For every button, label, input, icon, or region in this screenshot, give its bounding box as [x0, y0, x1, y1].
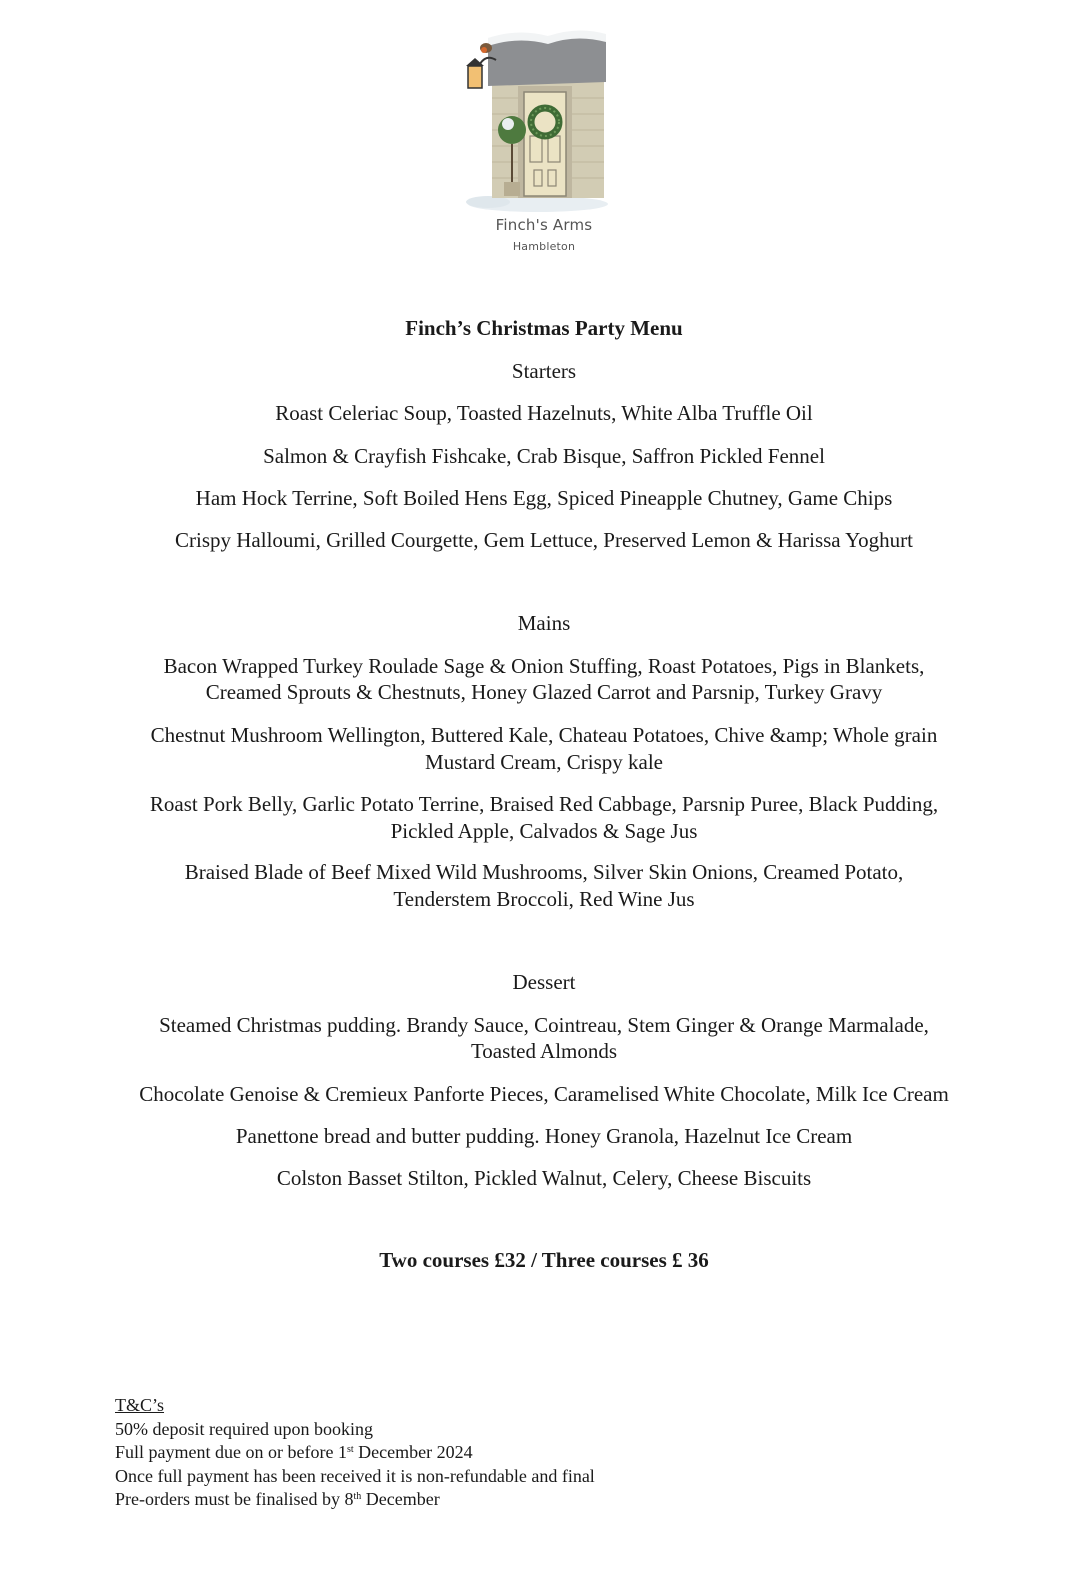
terms-line: 50% deposit required upon booking — [115, 1418, 373, 1439]
menu-item-line: Roast Celeriac Soup, Toasted Hazelnuts, White Alba Truffle Oil — [275, 401, 813, 425]
menu-item-line: Crispy Halloumi, Grilled Courgette, Gem Lettuce, Preserved Lemon & Harissa Yoghurt — [175, 528, 913, 552]
menu-item-line: Tenderstem Broccoli, Red Wine Jus — [393, 887, 695, 911]
menu-item-line: Braised Blade of Beef Mixed Wild Mushrooms, Silver Skin Onions, Creamed Potato, — [184, 860, 904, 884]
terms-text: December 2024 — [353, 1442, 473, 1462]
logo-name: Finch's Arms — [495, 216, 593, 234]
menu-item-line: Toasted Almonds — [470, 1039, 618, 1063]
terms-superscript: st — [346, 1444, 354, 1455]
terms-block — [115, 1394, 595, 1512]
menu-item-line: Steamed Christmas pudding. Brandy Sauce, Cointreau, Stem Ginger & Orange Marmalade, — [159, 1013, 929, 1037]
section-heading-dessert: Dessert — [512, 970, 576, 994]
section-heading-mains: Mains — [517, 611, 571, 635]
menu-item-line: Ham Hock Terrine, Soft Boiled Hens Egg, Spiced Pineapple Chutney, Game Chips — [195, 486, 893, 510]
terms-superscript: th — [353, 1491, 362, 1502]
section-heading-starters: Starters — [511, 359, 577, 383]
menu-item-line: Bacon Wrapped Turkey Roulade Sage & Onion Stuffing, Roast Potatoes, Pigs in Blankets, — [163, 654, 925, 678]
terms-text: December — [361, 1489, 440, 1509]
terms-line — [115, 1441, 595, 1465]
terms-heading: T&C’s — [115, 1395, 165, 1415]
menu-title: Finch’s Christmas Party Menu — [405, 316, 683, 340]
menu-item-line: Pickled Apple, Calvados & Sage Jus — [390, 819, 698, 843]
logo-location: Hambleton — [512, 240, 576, 253]
menu-price: Two courses £32 / Three courses £ 36 — [379, 1248, 709, 1272]
terms-line — [115, 1488, 595, 1512]
menu-item-line: Salmon & Crayfish Fishcake, Crab Bisque, Saffron Pickled Fennel — [263, 444, 825, 468]
menu-item-line: Chocolate Genoise & Cremieux Panforte Pieces, Caramelised White Chocolate, Milk Ice Cream — [139, 1082, 949, 1106]
menu-item-line: Colston Basset Stilton, Pickled Walnut, Celery, Cheese Biscuits — [276, 1166, 812, 1190]
menu-item-line: Mustard Cream, Crispy kale — [425, 750, 663, 774]
menu-item-line: Panettone bread and butter pudding. Honey Granola, Hazelnut Ice Cream — [235, 1124, 853, 1148]
menu-item-line: Roast Pork Belly, Garlic Potato Terrine, Braised Red Cabbage, Parsnip Puree, Black Pudding, — [149, 792, 939, 816]
terms-text: Full payment due on or before 1 — [115, 1442, 347, 1462]
terms-line: Once full payment has been received it is non-refundable and final — [115, 1465, 595, 1486]
menu-item-line: Chestnut Mushroom Wellington, Buttered Kale, Chateau Potatoes, Chive &amp; Whole grain — [150, 723, 938, 747]
terms-text: Pre-orders must be finalised by 8 — [115, 1489, 354, 1509]
menu-item-line: Creamed Sprouts & Chestnuts, Honey Glazed Carrot and Parsnip, Turkey Gravy — [205, 680, 883, 704]
